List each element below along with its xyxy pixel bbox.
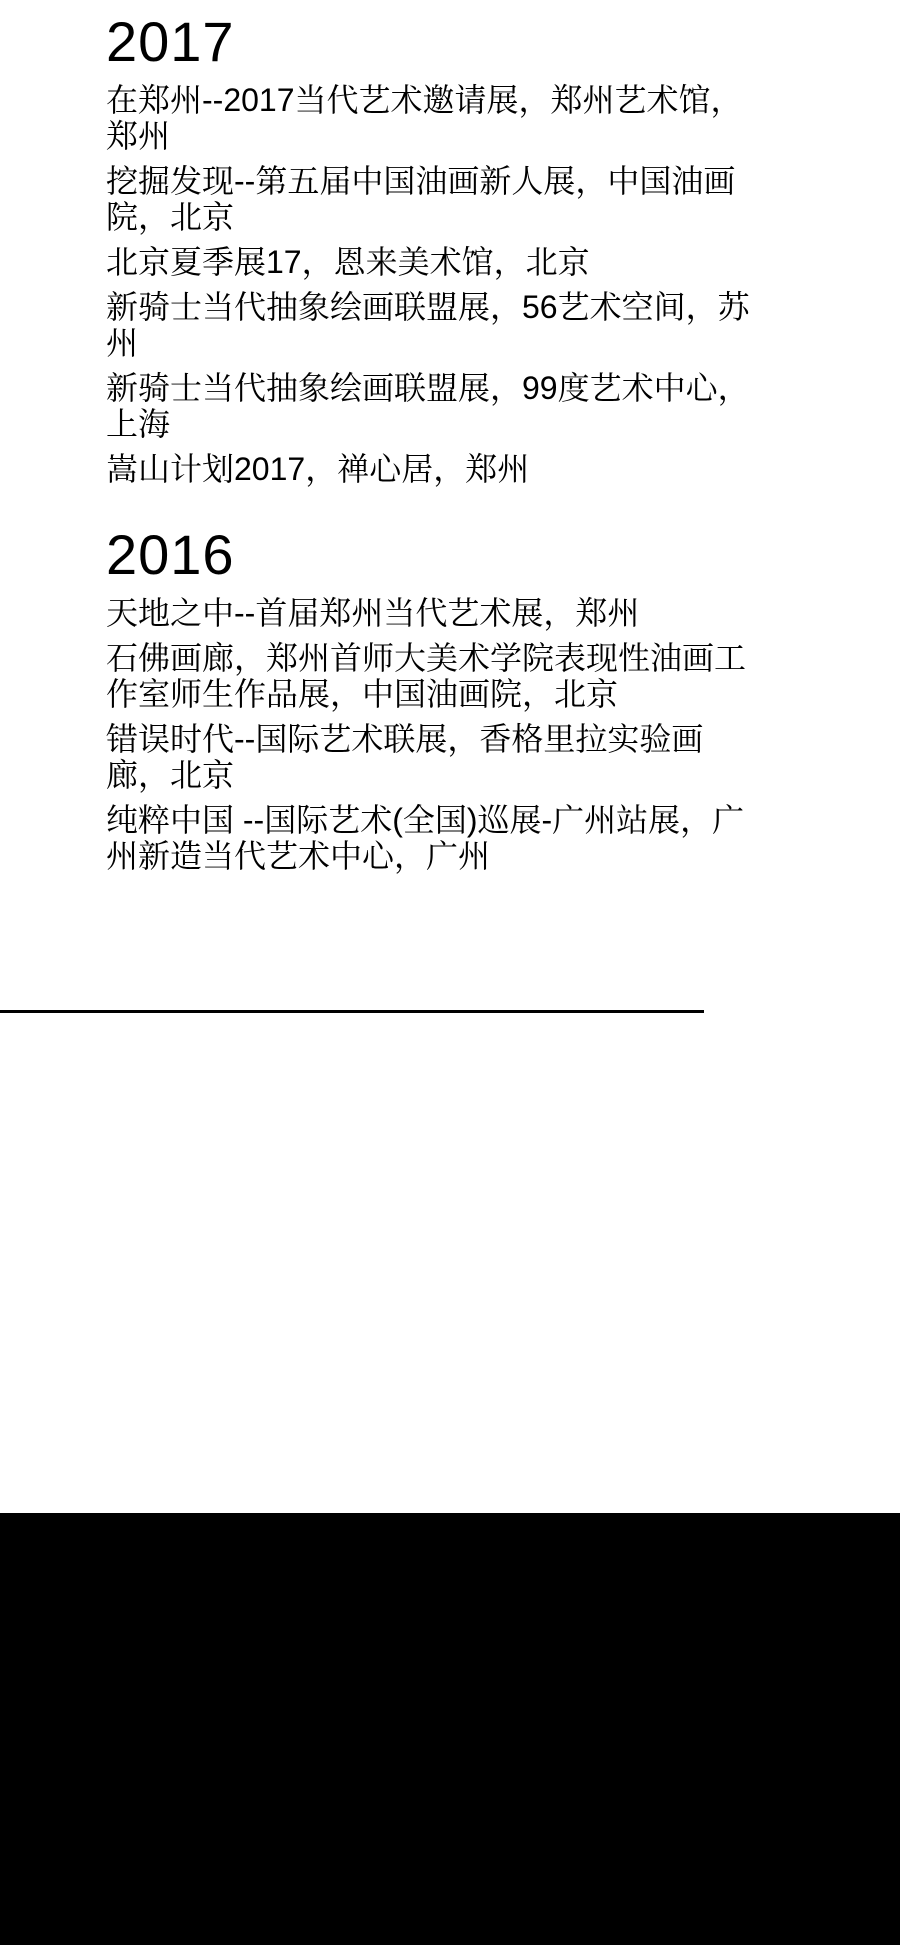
entry-line: 天地之中--首届郑州当代艺术展，郑州	[106, 595, 640, 631]
entry-line: 挖掘发现--第五届中国油画新人展，中国油画	[106, 163, 736, 199]
entry-line: 廊，北京	[106, 757, 235, 793]
entry-line: 石佛画廊，郑州首师大美术学院表现性油画工	[106, 640, 747, 676]
entry-line: 北京夏季展17，恩来美术馆，北京	[106, 244, 590, 280]
exhibition-entry	[106, 289, 770, 361]
exhibition-entry	[106, 370, 770, 442]
exhibition-entry	[106, 595, 770, 631]
year-section-2016	[106, 523, 770, 874]
entry-line: 新骑士当代抽象绘画联盟展，99度艺术中心，	[106, 370, 750, 406]
section-divider-rule	[0, 1010, 704, 1013]
entry-line: 院，北京	[106, 199, 235, 235]
exhibition-entry	[106, 721, 770, 793]
exhibition-entry	[106, 82, 770, 154]
exhibition-entry	[106, 451, 770, 487]
exhibition-entry	[106, 163, 770, 235]
entry-line: 错误时代--国际艺术联展，香格里拉实验画	[106, 721, 704, 757]
year-section-2017	[106, 10, 770, 487]
year-heading: 2016	[106, 523, 235, 586]
entry-line: 纯粹中国 --国际艺术(全国)巡展-广州站展，广	[106, 802, 745, 838]
year-heading: 2017	[106, 10, 235, 73]
entry-line: 州	[106, 325, 139, 361]
entry-line: 新骑士当代抽象绘画联盟展，56艺术空间，苏	[106, 289, 750, 325]
entry-line: 郑州	[106, 118, 171, 154]
exhibition-entry	[106, 244, 770, 280]
exhibition-entry	[106, 640, 770, 712]
entry-line: 嵩山计划2017，禅心居，郑州	[106, 451, 530, 487]
entry-line: 上海	[106, 406, 171, 442]
entry-line: 在郑州--2017当代艺术邀请展，郑州艺术馆，	[106, 82, 743, 118]
exhibitions-list	[0, 0, 900, 874]
entry-line: 州新造当代艺术中心，广州	[106, 838, 491, 874]
entry-line: 作室师生作品展，中国油画院，北京	[106, 676, 619, 712]
exhibition-entry	[106, 802, 770, 874]
footer-black-bar	[0, 1513, 900, 1945]
